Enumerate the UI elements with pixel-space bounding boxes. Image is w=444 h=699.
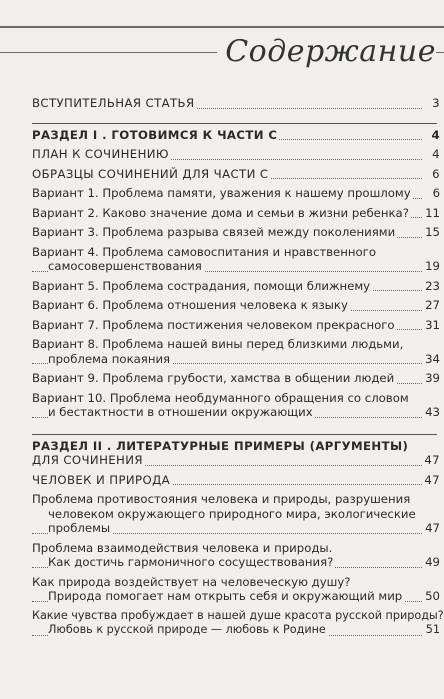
toc-entry[interactable]: [32, 167, 440, 182]
toc-entry-page: 43: [425, 405, 440, 419]
section-title-cont: ДЛЯ СОЧИНЕНИЯ: [32, 453, 143, 467]
toc-entry-label-cont: проблемы: [48, 521, 111, 535]
toc-entry-label: Проблема взаимодействия человека и природы.: [32, 540, 333, 555]
toc-entry-label: Вариант 3. Проблема разрыва связей между поколениями: [32, 225, 396, 239]
toc-entry-page: 47: [424, 453, 440, 467]
toc-entry-label: Вариант 10. Проблема необдуманного обращения со словом: [32, 390, 409, 405]
toc-entry[interactable]: [32, 337, 440, 366]
toc-entry-label-cont: самосовершенствования: [48, 259, 202, 273]
toc-entry-page: 47: [424, 472, 440, 487]
toc-entry-label-cont: и бестактности в отношении окружающих: [48, 405, 313, 419]
toc-entry[interactable]: [32, 206, 440, 221]
section-title: РАЗДЕЛ I . ГОТОВИМСЯ К ЧАСТИ С: [32, 127, 278, 142]
section-divider: [32, 434, 437, 435]
toc-entry[interactable]: [32, 245, 440, 274]
toc-entry-page: 51: [425, 623, 440, 636]
toc-entry-label: ОБРАЗЦЫ СОЧИНЕНИЙ ДЛЯ ЧАСТИ С: [32, 166, 269, 181]
page-title: Содержание: [217, 34, 436, 69]
toc-entry-label: Вариант 9. Проблема грубости, хамства в общении людей: [32, 371, 395, 385]
toc-section-2[interactable]: [32, 439, 440, 468]
toc-entry[interactable]: [32, 225, 440, 240]
toc-entry-label: Вариант 2. Каково значение дома и семьи в жизни ребенка?: [32, 205, 409, 220]
toc-entry[interactable]: [32, 186, 440, 201]
toc-entry-intro[interactable]: [32, 96, 440, 111]
toc-entry-page: 4: [431, 127, 440, 142]
toc-entry-label: Вариант 8. Проблема нашей вины перед близкими людьми,: [32, 337, 404, 351]
toc-entry-label: ПЛАН К СОЧИНЕНИЮ: [32, 147, 169, 161]
toc-entry[interactable]: [32, 608, 444, 638]
toc-entry-label: Вариант 1. Проблема памяти, уважения к нашему прошлому: [32, 186, 411, 200]
toc-entry-label-cont: Природа помогает нам открыть себя и окружающий мир: [48, 589, 403, 603]
toc-entry[interactable]: [32, 147, 440, 162]
toc-entry-label-cont: Любовь к русской природе — любовь к Родине: [48, 623, 326, 636]
toc-entry-label: Как природа воздействует на человеческую душу?: [32, 574, 351, 589]
toc-entry[interactable]: [32, 575, 440, 604]
toc-entry-page: 27: [425, 298, 440, 312]
toc-section-1[interactable]: [32, 128, 440, 143]
toc-entry-label: Вариант 7. Проблема постижения человеком прекрасного: [32, 317, 395, 332]
toc-entry-page: 23: [425, 278, 440, 293]
toc-entry[interactable]: [32, 492, 440, 536]
toc-entry-label: Какие чувства пробуждает в нашей душе красота русской природы?: [32, 608, 444, 622]
toc-entry[interactable]: [32, 391, 440, 420]
toc-entry-page: 47: [425, 521, 440, 535]
toc-entry-page: 31: [425, 317, 440, 332]
toc-entry[interactable]: [32, 473, 440, 488]
toc-entry-page: 3: [432, 96, 440, 110]
header-decoration: [0, 18, 444, 69]
toc-entry-page: 34: [425, 351, 440, 366]
toc-entry[interactable]: [32, 541, 440, 570]
toc-entry-page: 4: [432, 147, 440, 161]
toc-entry[interactable]: [32, 318, 440, 333]
section-divider: [32, 123, 437, 124]
toc-entry-label: ЧЕЛОВЕК И ПРИРОДА: [32, 472, 171, 487]
toc-entry-page: 6: [432, 166, 440, 181]
toc-entry-label-cont: проблема покаяния: [48, 351, 171, 366]
toc-entry-page: 6: [432, 186, 440, 200]
toc-entry-label-cont: Как достичь гармоничного сосуществования?: [48, 555, 334, 569]
toc-entry-label: Проблема противостояния человека и природы, разрушения: [32, 492, 411, 506]
toc-entry[interactable]: [32, 298, 440, 313]
toc-entry-page: 19: [425, 259, 440, 273]
toc-entry-label-cont: человеком окружающего природного мира, экологические: [48, 506, 416, 521]
toc-entry-label: Вариант 5. Проблема сострадания, помощи ближнему: [32, 278, 371, 293]
table-of-contents: [32, 92, 444, 638]
toc-entry-page: 49: [425, 555, 440, 569]
section-title: РАЗДЕЛ II . ЛИТЕРАТУРНЫЕ ПРИМЕРЫ (АРГУМЕНТЫ): [32, 438, 409, 453]
toc-entry-label: Вариант 6. Проблема отношения человека к языку: [32, 298, 348, 312]
toc-entry[interactable]: [32, 279, 440, 294]
toc-entry-page: 15: [425, 225, 440, 239]
header-rule-top: [0, 26, 444, 28]
toc-entry[interactable]: [32, 371, 440, 386]
toc-entry-page: 39: [425, 371, 440, 385]
toc-entry-label: ВСТУПИТЕЛЬНАЯ СТАТЬЯ: [32, 96, 195, 110]
toc-entry-label: Вариант 4. Проблема самовоспитания и нравственного: [32, 244, 376, 259]
toc-entry-page: 50: [425, 589, 440, 603]
toc-entry-page: 11: [425, 205, 440, 220]
